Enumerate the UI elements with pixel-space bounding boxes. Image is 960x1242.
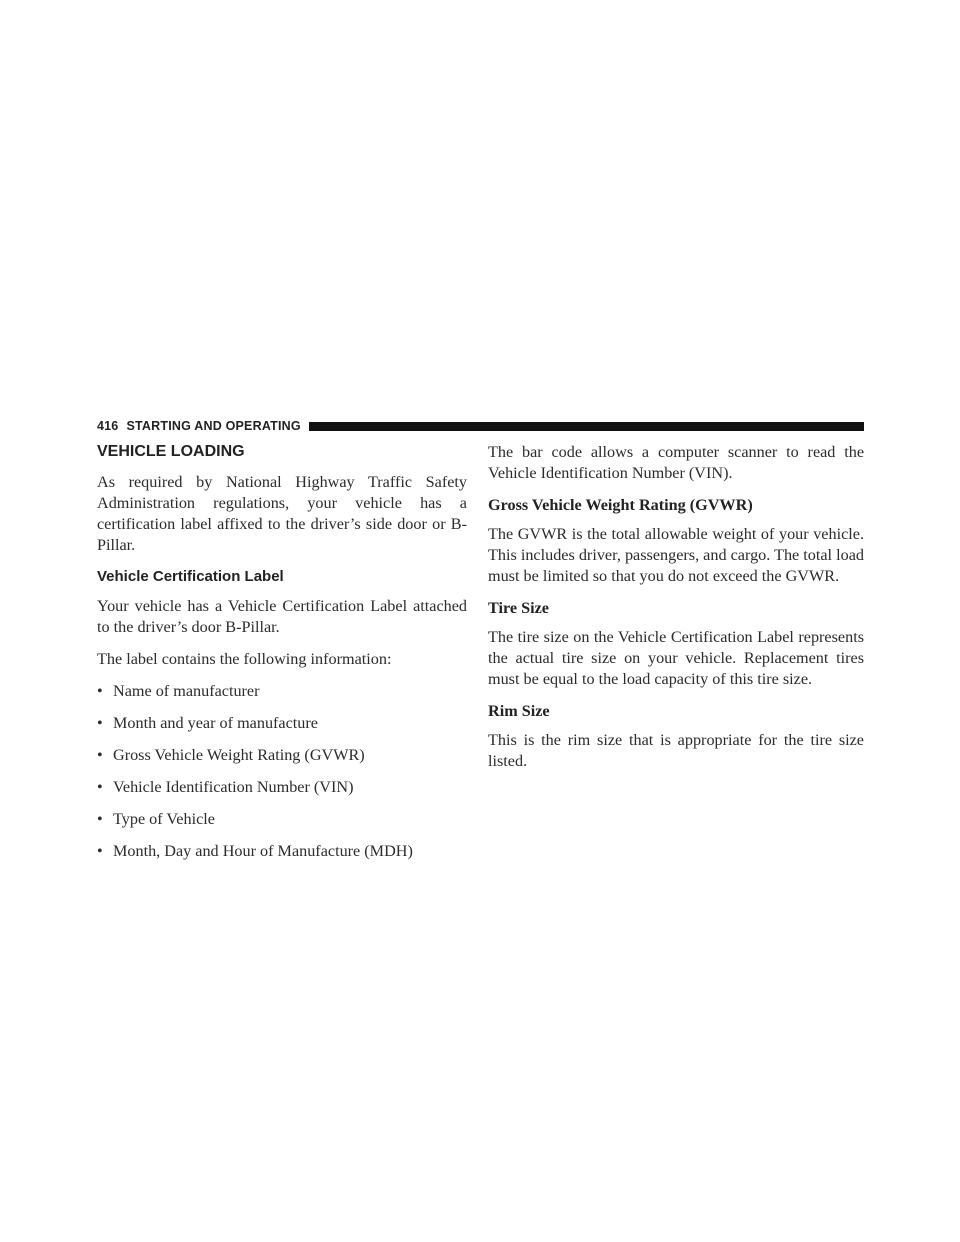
list-item: [97, 777, 467, 798]
rim-size-heading: Rim Size: [488, 702, 550, 720]
intro-paragraph: As required by National Highway Traffic Safety Administration regulations, your vehicle has a certification label affixed to the driver’s side door or B-Pillar.: [97, 473, 467, 554]
label-contents-paragraph: The label contains the following information:: [97, 650, 392, 668]
gvwr-paragraph: The GVWR is the total allowable weight of your vehicle. This includes driver, passengers, and cargo. The total load must be limited so that you do not exceed the GVWR.: [488, 525, 864, 585]
tire-size-paragraph: The tire size on the Vehicle Certification Label represents the actual tire size on your vehicle. Replacement tires must be equal to the load capacity of this tire size.: [488, 628, 864, 688]
bullet-icon: •: [97, 811, 103, 828]
subsection-heading: Vehicle Certification Label: [97, 568, 284, 585]
list-item-text: Month and year of manufacture: [113, 714, 318, 732]
left-column: [97, 442, 467, 873]
rim-size-paragraph: This is the rim size that is appropriate for the tire size listed.: [488, 731, 864, 770]
bullet-icon: •: [97, 683, 103, 700]
page-number: 416: [97, 419, 119, 433]
gvwr-heading: Gross Vehicle Weight Rating (GVWR): [488, 496, 753, 514]
list-item: [97, 841, 467, 862]
bullet-icon: •: [97, 843, 103, 860]
bullet-icon: •: [97, 747, 103, 764]
list-item-text: Name of manufacturer: [113, 682, 260, 700]
bullet-icon: •: [97, 715, 103, 732]
list-item: [97, 745, 467, 766]
list-item: [97, 713, 467, 734]
list-item: [97, 809, 467, 830]
bullet-icon: •: [97, 779, 103, 796]
barcode-paragraph: The bar code allows a computer scanner to read the Vehicle Identification Number (VIN).: [488, 443, 864, 482]
label-location-paragraph: Your vehicle has a Vehicle Certification Label attached to the driver’s door B-Pillar.: [97, 597, 467, 636]
section-heading: VEHICLE LOADING: [97, 443, 245, 460]
section-title: STARTING AND OPERATING: [126, 419, 301, 433]
list-item-text: Month, Day and Hour of Manufacture (MDH): [113, 842, 413, 860]
tire-size-heading: Tire Size: [488, 599, 549, 617]
list-item-text: Type of Vehicle: [113, 810, 215, 828]
page-header: [97, 418, 864, 434]
right-column: [488, 442, 864, 783]
list-item-text: Vehicle Identification Number (VIN): [113, 778, 354, 796]
list-item-text: Gross Vehicle Weight Rating (GVWR): [113, 746, 365, 764]
list-item: [97, 681, 467, 702]
header-rule: [309, 422, 864, 431]
info-list: [97, 681, 467, 862]
